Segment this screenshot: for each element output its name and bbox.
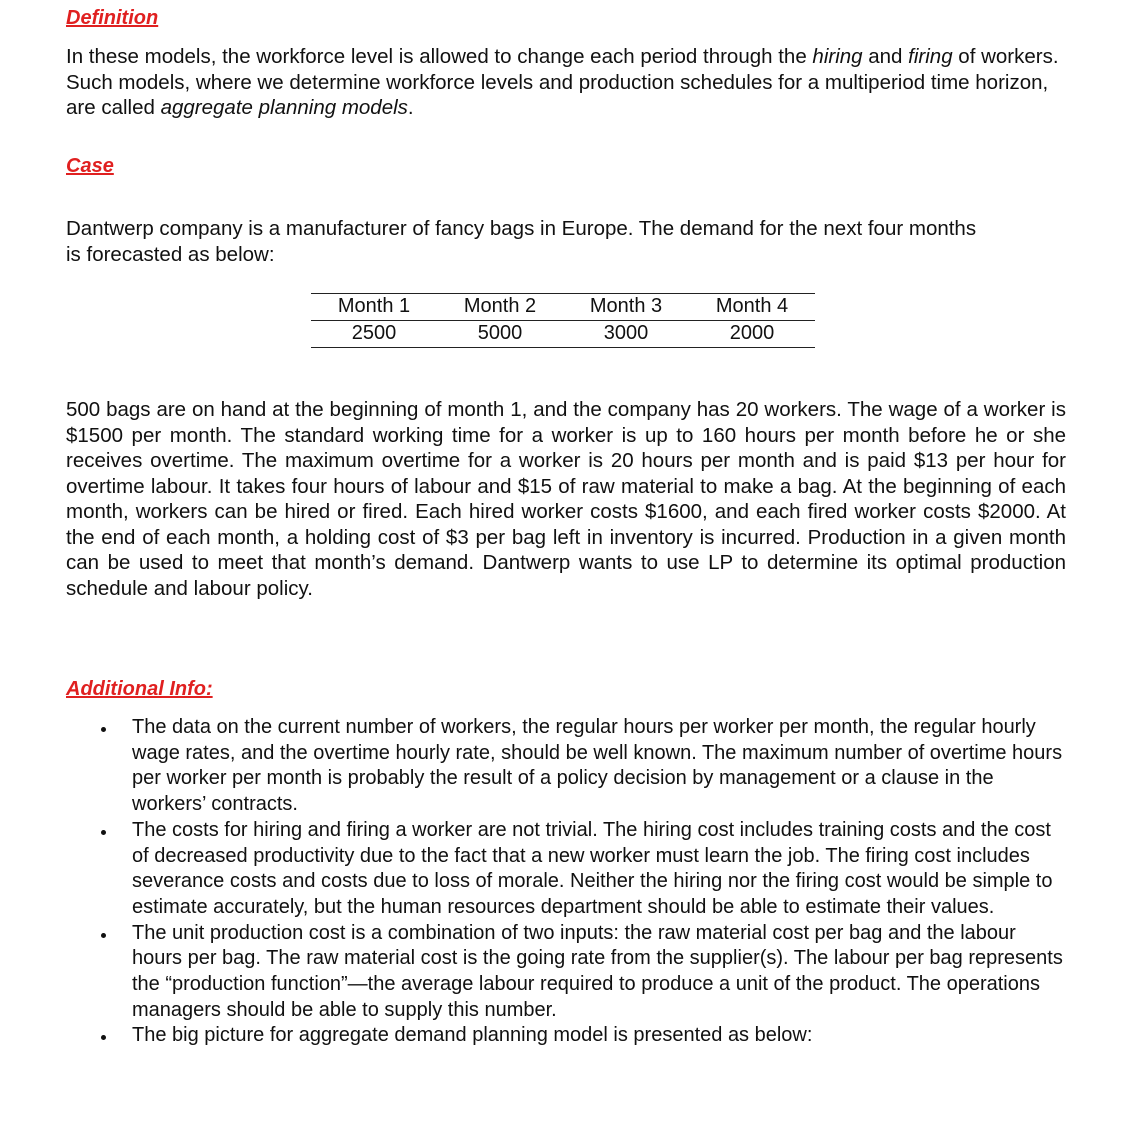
demand-value: 5000	[477, 322, 523, 345]
demand-header-row	[311, 294, 815, 321]
month-header: Month 1	[337, 295, 411, 318]
definition-heading: Definition	[66, 7, 159, 29]
month-header: Month 4	[715, 295, 789, 318]
additional-info-heading: Additional Info:	[66, 678, 213, 700]
case-body: 500 bags are on hand at the beginning of month 1, and the company has 20 workers. The wage of a worker is $1500 per month. The standard working time for a worker is up to 160 hours per month before he or she receives overtime. The maximum overtime for a worker is 20 hours per month and is paid $13 per hour for overtime labour. It takes four hours of labour and $15 of raw material to make a bag. At the beginning of each month, workers can be hired or fired. Each hired worker costs $1600, and each fired worker costs $2000. At the end of each month, a holding cost of $3 per bag left in inventory is incurred. Production in a given month can be used to meet that month’s demand. Dantwerp wants to use LP to determine its optimal production schedule and labour policy.	[66, 398, 1066, 600]
demand-value: 2000	[729, 322, 775, 345]
definition-paragraph: In these models, the workforce level is allowed to change each period through the hiring and firing of workers. Such models, where we determine workforce levels and production schedules for a multiperiod time horizon, are called aggregate planning models.	[66, 45, 1059, 119]
bullet-icon	[101, 830, 106, 835]
list-item: The data on the current number of workers, the regular hours per worker per month, the regular hourly wage rates, and the overtime hourly rate, should be well known. The maximum number of overtime hours per worker per month is probably the result of a policy decision by management or a clause in the workers’ contracts.	[66, 715, 1066, 818]
term-firing: firing	[908, 45, 953, 68]
bullet-icon	[101, 1035, 106, 1040]
list-item: The costs for hiring and firing a worker are not trivial. The hiring cost includes training costs and the cost of decreased productivity due to the fact that a new worker must learn the job. The firing cost includes severance costs and costs due to loss of morale. Neither the hiring nor the firing cost would be simple to estimate accurately, but the human resources department should be able to estimate their values.	[66, 818, 1066, 921]
month-header: Month 2	[463, 295, 537, 318]
demand-value: 2500	[351, 322, 397, 345]
case-intro: Dantwerp company is a manufacturer of fancy bags in Europe. The demand for the next four months is forecasted as below:	[66, 217, 977, 266]
demand-value-row	[311, 321, 815, 348]
demand-value: 3000	[603, 322, 649, 345]
list-item: The unit production cost is a combination of two inputs: the raw material cost per bag and the labour hours per bag. The raw material cost is the going rate from the supplier(s). The labour per bag represents the “production function”—the average labour required to produce a unit of the product. The operations managers should be able to supply this number.	[66, 921, 1066, 1024]
bullet-icon	[101, 727, 106, 732]
bullet-icon	[101, 933, 106, 938]
case-heading: Case	[66, 155, 114, 177]
term-hiring: hiring	[812, 45, 863, 68]
additional-info-list	[66, 715, 1066, 1049]
demand-table	[311, 293, 815, 348]
list-item: The big picture for aggregate demand planning model is presented as below:	[66, 1023, 1066, 1049]
term-aggregate-planning: aggregate planning models	[160, 96, 408, 119]
month-header: Month 3	[589, 295, 663, 318]
